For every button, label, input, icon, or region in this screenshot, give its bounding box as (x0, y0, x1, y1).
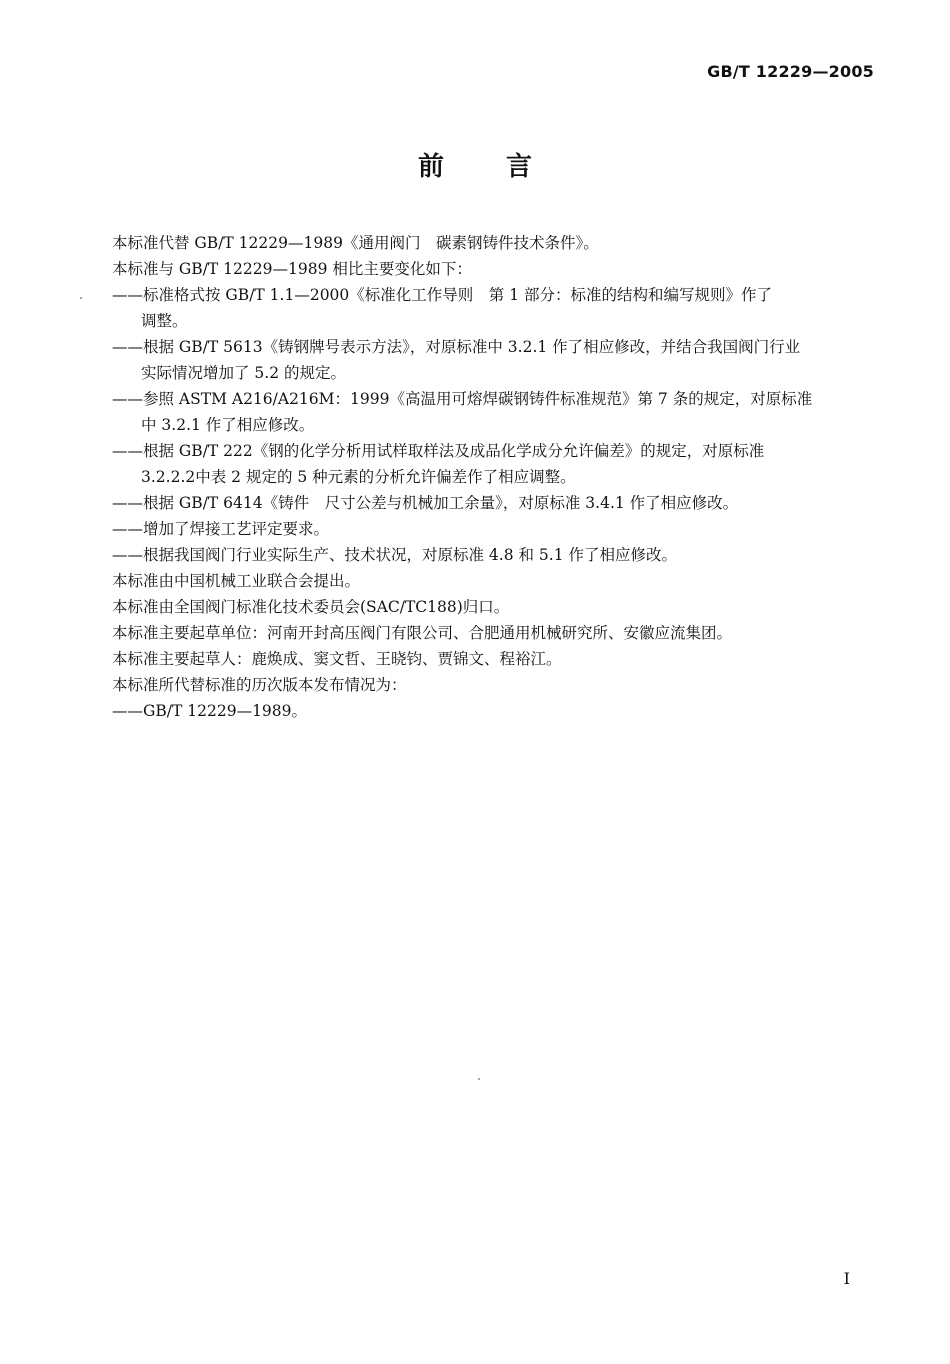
paragraph-line: ——增加了焊接工艺评定要求。 (112, 520, 330, 538)
scan-speck (80, 297, 82, 299)
paragraph-line: 本标准由中国机械工业联合会提出。 (112, 572, 361, 590)
paragraph-line: ——根据 GB/T 222《钢的化学分析用试样取样法及成品化学成分允许偏差》的规定，对原标准 (112, 442, 765, 460)
page-title: 前言 (417, 152, 594, 182)
paragraph-line: ——根据我国阀门行业实际生产、技术状况，对原标准 4.8 和 5.1 作了相应修改。 (112, 546, 678, 564)
paragraph-line: ——根据 GB/T 6414《铸件 尺寸公差与机械加工余量》，对原标准 3.4.1 作了相应修改。 (112, 494, 739, 512)
paragraph-continuation-line: 中 3.2.1 作了相应修改。 (141, 416, 315, 434)
paragraph-line: ——参照 ASTM A216/A216M：1999《高温用可熔焊碳钢铸件标准规范》第 7 条的规定，对原标准 (112, 390, 813, 408)
foreword-body (112, 230, 876, 724)
paragraph-line: 本标准与 GB/T 12229—1989 相比主要变化如下： (112, 260, 472, 278)
paragraph-continuation-line: 实际情况增加了 5.2 的规定。 (141, 364, 347, 382)
paragraph-line: 本标准主要起草单位：河南开封高压阀门有限公司、合肥通用机械研究所、安徽应流集团。 (112, 624, 733, 642)
paragraph-line: ——GB/T 12229—1989。 (112, 702, 308, 720)
paragraph-line: 本标准主要起草人：鹿焕成、窦文哲、王晓钧、贾锦文、程裕江。 (112, 650, 562, 668)
standard-number: GB/T 12229—2005 (707, 62, 874, 81)
paragraph-line: 本标准代替 GB/T 12229—1989《通用阀门 碳素钢铸件技术条件》。 (112, 234, 599, 252)
paragraph-line: 本标准所代替标准的历次版本发布情况为： (112, 676, 407, 694)
paragraph-continuation-line: 3.2.2.2中表 2 规定的 5 种元素的分析允许偏差作了相应调整。 (141, 468, 576, 486)
page-number: I (843, 1269, 850, 1288)
paragraph-line: ——标准格式按 GB/T 1.1—2000《标准化工作导则 第 1 部分：标准的结构和编写规则》作了 (112, 286, 773, 304)
paragraph-line: 本标准由全国阀门标准化技术委员会(SAC/TC188)归口。 (112, 598, 510, 616)
paragraph-line: ——根据 GB/T 5613《铸钢牌号表示方法》，对原标准中 3.2.1 作了相应修改，并结合我国阀门行业 (112, 338, 801, 356)
paragraph-continuation-line: 调整。 (141, 312, 188, 330)
scan-speck (478, 1078, 480, 1080)
